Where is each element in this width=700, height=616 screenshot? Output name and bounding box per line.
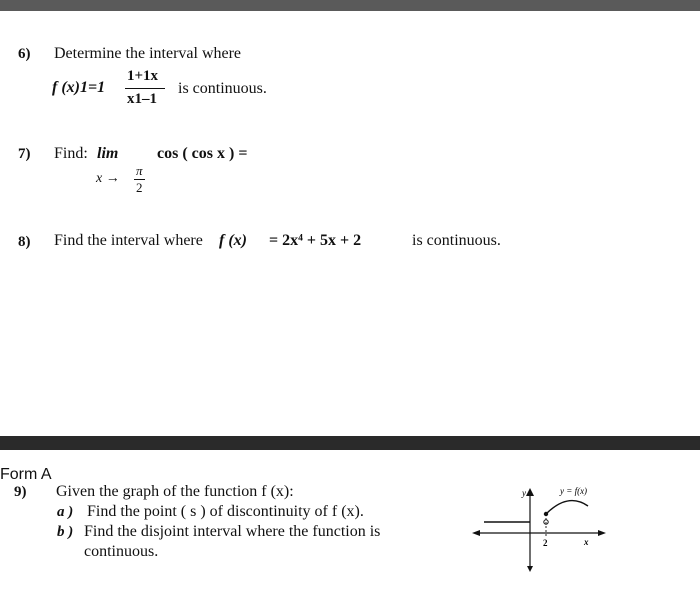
q9-part-b-label: b ) xyxy=(57,524,74,540)
q6-number: 6) xyxy=(18,46,31,62)
q8-function: f (x) xyxy=(219,232,247,249)
y-axis-arrow-up xyxy=(526,488,534,496)
q9-prompt: Given the graph of the function f (x): xyxy=(56,483,294,500)
q8-equation: = 2x⁴ + 5x + 2 xyxy=(269,232,362,249)
q7-limit-var: x → xyxy=(96,171,120,186)
q6-fraction-bar xyxy=(125,88,165,89)
section-divider xyxy=(0,436,700,450)
q9-part-b-line2: continuous. xyxy=(84,543,159,560)
q9-part-a-label: a ) xyxy=(57,504,74,520)
y-axis-arrow-down xyxy=(527,566,533,572)
q6-denominator: x1–1 xyxy=(127,91,157,107)
q7-expression: cos ( cos x ) = xyxy=(157,145,248,162)
q6-numerator: 1+1x xyxy=(127,68,159,84)
tick-label-2: 2 xyxy=(543,538,548,548)
q7-find: Find: xyxy=(54,145,88,162)
q7-number: 7) xyxy=(18,146,31,162)
q8-text-a: Find the interval where xyxy=(54,232,203,249)
y-axis-label: y xyxy=(522,488,526,498)
q7-pi: π xyxy=(136,163,143,178)
q6-function: f (x)1=1 xyxy=(52,79,106,96)
function-graph xyxy=(470,478,610,578)
x-axis-arrow-right xyxy=(598,530,606,536)
q7-lim: lim xyxy=(97,145,119,162)
curve-label: y = f(x) xyxy=(560,486,588,496)
x-axis-label: x xyxy=(584,537,589,547)
form-label: Form A xyxy=(0,466,52,483)
q7-two: 2 xyxy=(136,180,143,195)
q9-part-a: Find the point ( s ) of discontinuity of f (x). xyxy=(87,503,364,520)
q9-part-b-line1: Find the disjoint interval where the function is xyxy=(84,523,381,540)
q6-tail: is continuous. xyxy=(178,80,267,97)
q8-text-b: is continuous. xyxy=(412,232,501,249)
q9-number: 9) xyxy=(14,484,27,500)
x-axis-arrow-left xyxy=(472,530,480,536)
q6-prompt: Determine the interval where xyxy=(54,45,242,62)
right-curve xyxy=(546,501,588,514)
q8-number: 8) xyxy=(18,234,31,250)
top-bar xyxy=(0,0,700,11)
